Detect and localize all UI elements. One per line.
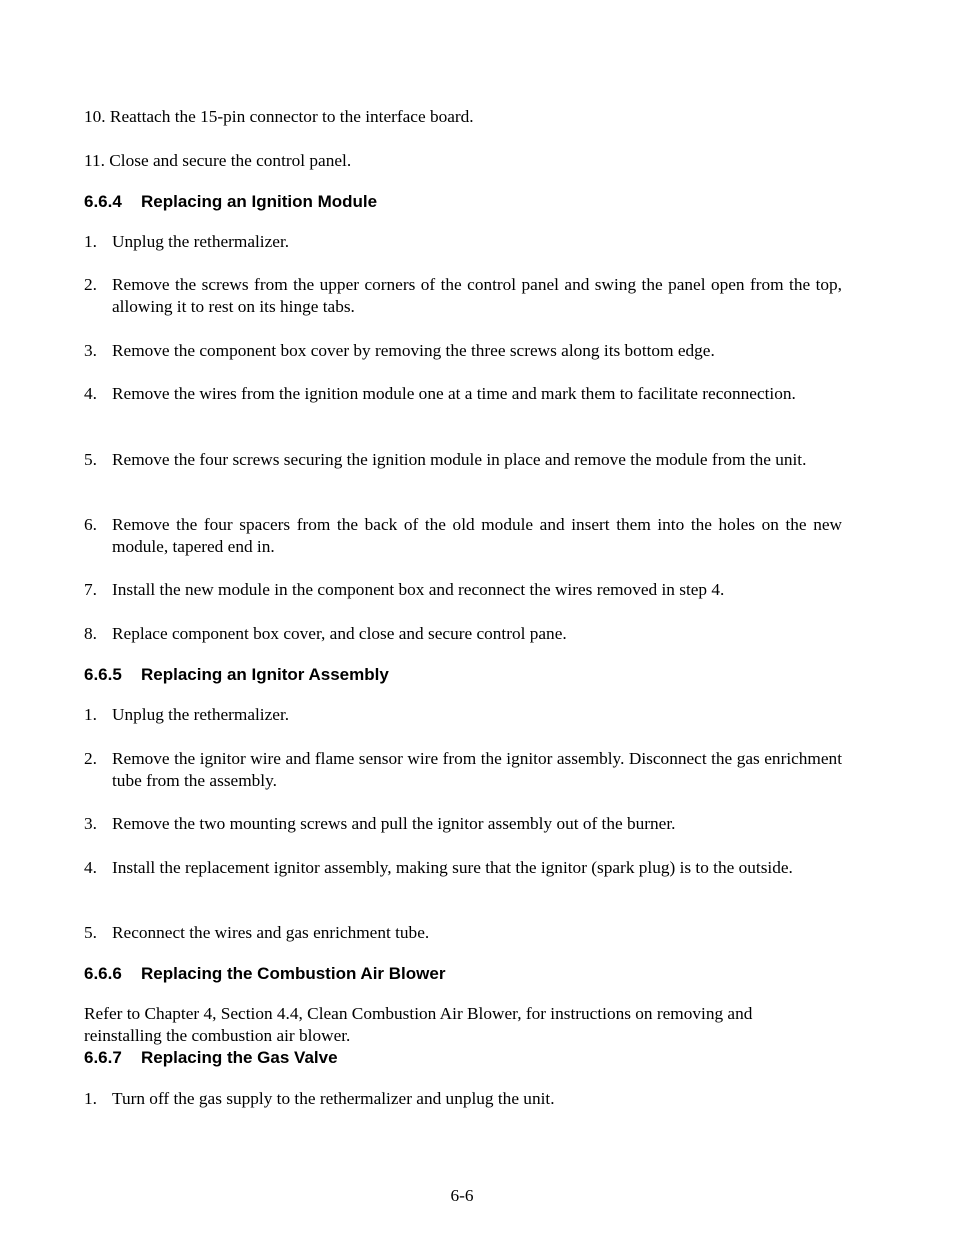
item-text: Remove the four screws securing the ignition module in place and remove the module from the unit.	[112, 450, 807, 469]
section-title: Replacing the Gas Valve	[141, 1048, 338, 1067]
item-number: 8.	[84, 624, 97, 643]
item-number: 1.	[84, 232, 97, 251]
list-item	[84, 449, 842, 471]
item-text: Install the replacement ignitor assembly, making sure that the ignitor (spark plug) is to the outside.	[112, 858, 793, 877]
page-number: 6-6	[450, 1186, 474, 1205]
list-item	[84, 579, 842, 601]
item-number: 1.	[84, 1089, 97, 1108]
list-item	[84, 813, 842, 835]
list-item	[84, 274, 842, 318]
item-text: Remove the two mounting screws and pull the ignitor assembly out of the burner.	[112, 814, 676, 833]
item-number: 1.	[84, 705, 97, 724]
section-title: Replacing an Ignitor Assembly	[141, 665, 389, 684]
item-number: 2.	[84, 749, 97, 768]
step-11: 11. Close and secure the control panel.	[84, 151, 352, 170]
item-text: Remove the component box cover by removing the three screws along its bottom edge.	[112, 341, 715, 360]
section-number: 6.6.4	[84, 192, 122, 211]
item-text: Unplug the rethermalizer.	[112, 232, 290, 251]
section-heading-6-6-5	[84, 664, 842, 686]
list-item	[84, 704, 842, 726]
item-text: Reconnect the wires and gas enrichment tube.	[112, 923, 430, 942]
section-paragraph: Refer to Chapter 4, Section 4.4, Clean Combustion Air Blower, for instructions on removing and reinstalling the combustion air blower.	[84, 1004, 753, 1045]
list-item	[84, 922, 842, 944]
step-10: 10. Reattach the 15-pin connector to the interface board.	[84, 107, 474, 126]
list-item	[84, 1088, 842, 1110]
list-item	[84, 748, 842, 792]
item-number: 3.	[84, 814, 97, 833]
list-item	[84, 857, 842, 879]
item-number: 6.	[84, 515, 97, 534]
list-item	[84, 383, 842, 405]
section-heading-6-6-7	[84, 1047, 842, 1069]
section-title: Replacing the Combustion Air Blower	[141, 964, 446, 983]
section-number: 6.6.7	[84, 1048, 122, 1067]
item-text: Remove the ignitor wire and flame sensor wire from the ignitor assembly. Disconnect the gas enrichment tube from the assembly.	[112, 749, 842, 790]
item-number: 2.	[84, 275, 97, 294]
section-number: 6.6.6	[84, 964, 122, 983]
list-item	[84, 231, 842, 253]
item-number: 5.	[84, 450, 97, 469]
item-text: Remove the wires from the ignition module one at a time and mark them to facilitate reconnection.	[112, 384, 796, 403]
item-number: 3.	[84, 341, 97, 360]
item-text: Replace component box cover, and close and secure control pane.	[112, 624, 567, 643]
item-text: Remove the four spacers from the back of the old module and insert them into the holes on the new module, tapered end in.	[112, 515, 842, 556]
section-heading-6-6-4	[84, 191, 842, 213]
list-item	[84, 623, 842, 645]
list-item	[84, 340, 842, 362]
section-number: 6.6.5	[84, 665, 122, 684]
item-text: Turn off the gas supply to the rethermalizer and unplug the unit.	[112, 1089, 555, 1108]
item-number: 4.	[84, 384, 97, 403]
item-number: 5.	[84, 923, 97, 942]
section-heading-6-6-6	[84, 963, 842, 985]
item-text: Remove the screws from the upper corners of the control panel and swing the panel open from the top, allowing it to rest on its hinge tabs.	[112, 275, 842, 316]
item-number: 7.	[84, 580, 97, 599]
section-title: Replacing an Ignition Module	[141, 192, 378, 211]
item-text: Unplug the rethermalizer.	[112, 705, 290, 724]
item-text: Install the new module in the component box and reconnect the wires removed in step 4.	[112, 580, 725, 599]
item-number: 4.	[84, 858, 97, 877]
list-item	[84, 514, 842, 558]
